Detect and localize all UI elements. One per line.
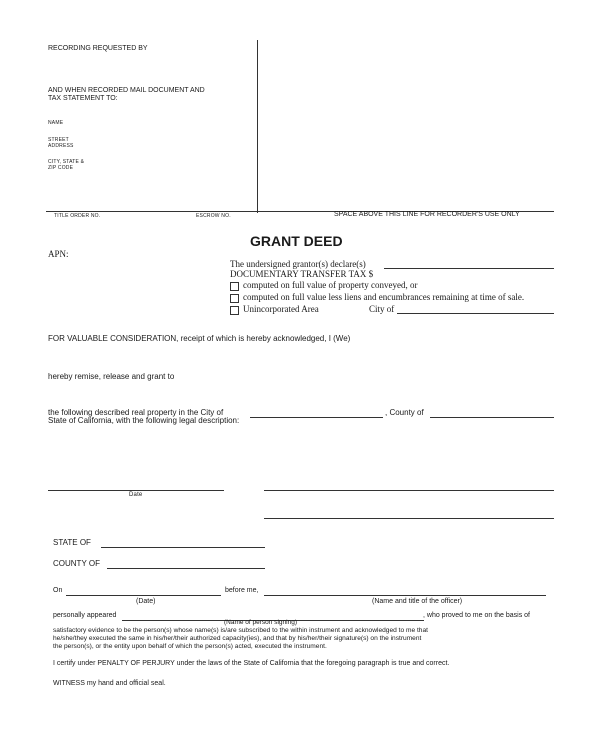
- witness-text: WITNESS my hand and official seal.: [53, 680, 166, 687]
- proved-basis-text: , who proved to me on the basis of: [423, 612, 531, 619]
- option-full-value: computed on full value of property conveyed, or: [243, 280, 418, 290]
- satisfactory-line3: the person(s), or the entity upon behalf of which the person(s) acted, executed the instrument.: [53, 643, 327, 650]
- city-of-label: City of: [369, 304, 395, 314]
- checkbox-less-liens[interactable]: [230, 294, 239, 303]
- name-label: NAME: [48, 120, 64, 126]
- zip-code-label: ZIP CODE: [48, 165, 74, 171]
- escrow-no-label: ESCROW NO.: [196, 213, 231, 219]
- state-of-label: STATE OF: [53, 538, 91, 547]
- option-less-liens: computed on full value less liens and encumbrances remaining at time of sale.: [243, 292, 525, 302]
- recorder-use-label: SPACE ABOVE THIS LINE FOR RECORDER'S USE ONLY: [334, 211, 520, 218]
- signing-caption: (Name of person signing): [224, 619, 297, 626]
- property-county-line[interactable]: [430, 417, 554, 418]
- grantor-line[interactable]: [384, 268, 554, 269]
- mail-to-line1: AND WHEN RECORDED MAIL DOCUMENT AND: [48, 87, 205, 94]
- checkbox-full-value[interactable]: [230, 282, 239, 291]
- grantor-declare: The undersigned grantor(s) declare(s): [230, 259, 366, 269]
- mail-to-line2: TAX STATEMENT TO:: [48, 95, 118, 102]
- on-date-line[interactable]: [66, 595, 221, 596]
- date-line[interactable]: [48, 490, 224, 491]
- title-order-no-label: TITLE ORDER NO.: [54, 213, 101, 219]
- consideration-text: FOR VALUABLE CONSIDERATION, receipt of which is hereby acknowledged, I (We): [48, 334, 351, 343]
- satisfactory-line2: he/she/they executed the same in his/her/their authorized capacity(ies), and that by his/her/their signature(s) on the instrument: [53, 635, 422, 642]
- signature-line-2[interactable]: [264, 518, 554, 519]
- city-of-line[interactable]: [397, 313, 554, 314]
- remise-text: hereby remise, release and grant to: [48, 372, 175, 381]
- county-of-line[interactable]: [107, 568, 265, 569]
- on-label: On: [53, 587, 63, 594]
- officer-caption: (Name and title of the officer): [372, 598, 463, 605]
- city-state-label: CITY, STATE &: [48, 159, 85, 165]
- page-title: GRANT DEED: [250, 233, 343, 249]
- property-city-text: the following described real property in the City of: [48, 408, 224, 417]
- date-caption-notary: (Date): [136, 598, 156, 605]
- county-of-label: COUNTY OF: [53, 559, 100, 568]
- officer-line[interactable]: [264, 595, 546, 596]
- checkbox-unincorporated[interactable]: [230, 306, 239, 315]
- before-me-label: before me,: [225, 587, 259, 594]
- street-label: STREET: [48, 137, 69, 143]
- unincorporated-area-label: Unincorporated Area: [243, 304, 319, 314]
- address-label: ADDRESS: [48, 143, 74, 149]
- property-city-line[interactable]: [250, 417, 383, 418]
- legal-description-text: State of California, with the following legal description:: [48, 416, 240, 425]
- signature-line-1[interactable]: [264, 490, 554, 491]
- state-of-line[interactable]: [101, 547, 265, 548]
- documentary-transfer-tax: DOCUMENTARY TRANSFER TAX $: [230, 269, 374, 279]
- recording-requested-by: RECORDING REQUESTED BY: [48, 45, 148, 52]
- personally-appeared-label: personally appeared: [53, 612, 117, 619]
- satisfactory-line1: satisfactory evidence to be the person(s) whose name(s) is/are subscribed to the within instrument and acknowledged to me that: [53, 627, 428, 634]
- perjury-text: I certify under PENALTY OF PERJURY under the laws of the State of California that the foregoing paragraph is true and correct.: [53, 660, 450, 667]
- apn-label: APN:: [48, 249, 69, 259]
- property-county-text: , County of: [385, 408, 424, 417]
- header-vertical-divider: [257, 40, 258, 213]
- date-caption: Date: [129, 492, 143, 498]
